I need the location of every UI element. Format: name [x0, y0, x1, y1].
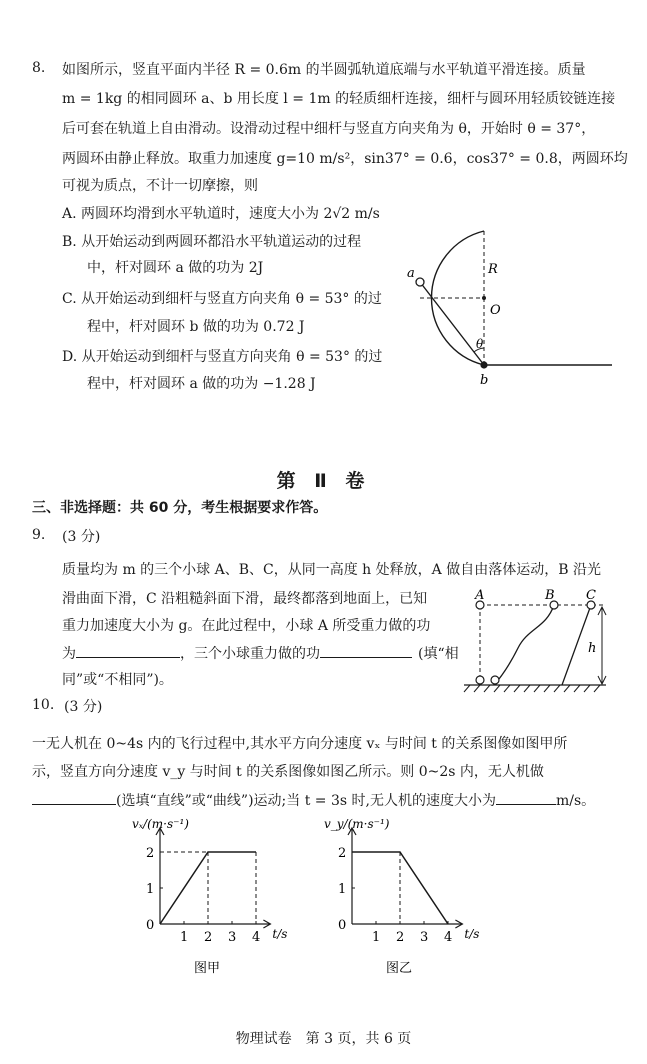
- q8-stem-line-4: 两圆环由静止释放。取重力加速度 g=10 m/s²，sin37° = 0.6，cos37° = 0.8，两圆环均: [62, 151, 628, 167]
- yi-x-tick-label-3: 3: [420, 930, 429, 945]
- jia-x-tick-label-2: 2: [204, 930, 213, 945]
- jia-x-axis-title: t/s: [272, 927, 288, 941]
- ball-b-bottom: [491, 676, 499, 684]
- yi-x-tick-label-4: 4: [444, 930, 453, 945]
- yi-caption: 图乙: [386, 961, 413, 976]
- q10-stem-line-1: 一无人机在 0~4s 内的飞行过程中,其水平方向分速度 vₓ 与时间 t 的关系图像如图甲所: [32, 736, 568, 752]
- q10-line3-end: m/s。: [555, 793, 596, 809]
- label-o: O: [490, 303, 501, 318]
- q9-line4-mid: ，三个小球重力做的功: [180, 646, 320, 662]
- yi-y-tick-label-1: 1: [338, 882, 347, 897]
- q10-number: 10.: [32, 697, 55, 713]
- q8-option-c-line-2: 程中，杆对圆环 b 做的功为 0.72 J: [87, 319, 305, 335]
- q8-option-d-line-2: 程中，杆对圆环 a 做的功为 −1.28 J: [87, 376, 316, 392]
- q8-option-b-line-2: 中，杆对圆环 a 做的功为 2J: [87, 260, 264, 276]
- q10-score: (3 分): [64, 699, 103, 715]
- q9-line4-prefix: 为: [62, 646, 76, 662]
- jia-x-tick-label-3: 3: [228, 930, 237, 945]
- ground-hatch: [464, 685, 600, 692]
- q9-stem-line-2: 滑曲面下滑，C 沿粗糙斜面下滑，最终都落到地面上，已知: [62, 591, 428, 607]
- q8-option-b-line-1: B. 从开始运动到两圆环都沿水平轨道运动的过程: [62, 234, 362, 250]
- smooth-curved-surface: [494, 605, 554, 685]
- jia-x-tick-label-1: 1: [180, 930, 189, 945]
- jia-x-tick-label-4: 4: [252, 930, 261, 945]
- q8-number: 8.: [32, 60, 46, 76]
- q9-answer-blank-1[interactable]: [76, 643, 180, 658]
- q8-option-c-line-1: C. 从开始运动到细杆与竖直方向夹角 θ = 53° 的过: [62, 291, 382, 307]
- q9-line4-suffix: (填“相: [418, 646, 459, 662]
- q9-number: 9.: [32, 527, 46, 543]
- chart-yi: [322, 812, 502, 982]
- q10-answer-blank-1[interactable]: [32, 790, 116, 805]
- ball-a-bottom: [476, 676, 484, 684]
- page-footer: 物理试卷 第 3 页，共 6 页: [235, 1031, 412, 1047]
- label-a: a: [407, 266, 415, 281]
- q8-option-d-line-1: D. 从开始运动到细杆与竖直方向夹角 θ = 53° 的过: [62, 349, 383, 365]
- yi-origin-label: 0: [338, 918, 347, 933]
- label-b: b: [480, 373, 489, 388]
- chart-jia: [130, 812, 310, 982]
- jia-origin-label: 0: [146, 918, 155, 933]
- q8-option-a: A. 两圆环均滑到水平轨道时，速度大小为 2√2 m/s: [62, 206, 380, 222]
- label-r: R: [488, 262, 498, 277]
- ring-a: [416, 278, 424, 286]
- q9-stem-line-4: [62, 643, 459, 664]
- yi-y-tick-label-2: 2: [338, 846, 347, 861]
- q9-slopes-figure: [458, 588, 618, 696]
- q9-stem-line-5: 同”或“不相同”)。: [62, 672, 173, 688]
- q9-stem-line-1: 质量均为 m 的三个小球 A、B、C，从同一高度 h 处释放，A 做自由落体运动，B 沿光: [62, 562, 601, 578]
- q8-stem-line-3: 后可套在轨道上自由滑动。设滑动过程中细杆与竖直方向夹角为 θ，开始时 θ = 37°，: [62, 121, 596, 137]
- q8-track-figure: [400, 228, 620, 388]
- label-ball-a: A: [475, 588, 485, 603]
- jia-y-tick-label-2: 2: [146, 846, 155, 861]
- ring-b: [480, 361, 487, 368]
- q10-line3-mid: (选填“直线”或“曲线”)运动;当 t = 3s 时,无人机的速度大小为: [116, 793, 496, 809]
- label-height: h: [588, 641, 597, 656]
- jia-y-tick-label-1: 1: [146, 882, 155, 897]
- rod-ab: [420, 282, 484, 365]
- q9-answer-blank-2[interactable]: [320, 643, 412, 658]
- section-3-heading: 三、非选择题：共 60 分，考生根据要求作答。: [32, 500, 328, 516]
- yi-x-tick-label-1: 1: [372, 930, 381, 945]
- q10-stem-line-2: 示，竖直方向分速度 v_y 与时间 t 的关系图像如图乙所示。则 0~2s 内，无人机做: [32, 764, 544, 780]
- jia-y-axis-title: vₓ/(m·s⁻¹): [132, 817, 189, 831]
- q9-stem-line-3: 重力加速度大小为 g。在此过程中，小球 A 所受重力做的功: [62, 618, 431, 634]
- q9-score: (3 分): [62, 529, 101, 545]
- section-2-title: 第 Ⅱ 卷: [276, 470, 371, 492]
- label-ball-b: B: [545, 588, 555, 603]
- q10-answer-blank-2[interactable]: [496, 790, 556, 805]
- rough-incline: [562, 605, 591, 685]
- q10-stem-line-3: [32, 790, 595, 811]
- q8-stem-line-5: 可视为质点，不计一切摩擦，则: [62, 178, 258, 194]
- label-theta: θ: [476, 337, 484, 351]
- q8-stem-line-1: 如图所示，竖直平面内半径 R = 0.6m 的半圆弧轨道底端与水平轨道平滑连接。质量: [62, 62, 586, 78]
- yi-y-axis-title: v_y/(m·s⁻¹): [324, 817, 390, 831]
- jia-caption: 图甲: [194, 961, 221, 976]
- q8-stem-line-2: m = 1kg 的相同圆环 a、b 用长度 l = 1m 的轻质细杆连接，细杆与圆环用轻质铰链连接: [62, 91, 616, 107]
- label-ball-c: C: [586, 588, 596, 603]
- center-o: [482, 296, 486, 300]
- yi-x-tick-label-2: 2: [396, 930, 405, 945]
- yi-x-axis-title: t/s: [464, 927, 480, 941]
